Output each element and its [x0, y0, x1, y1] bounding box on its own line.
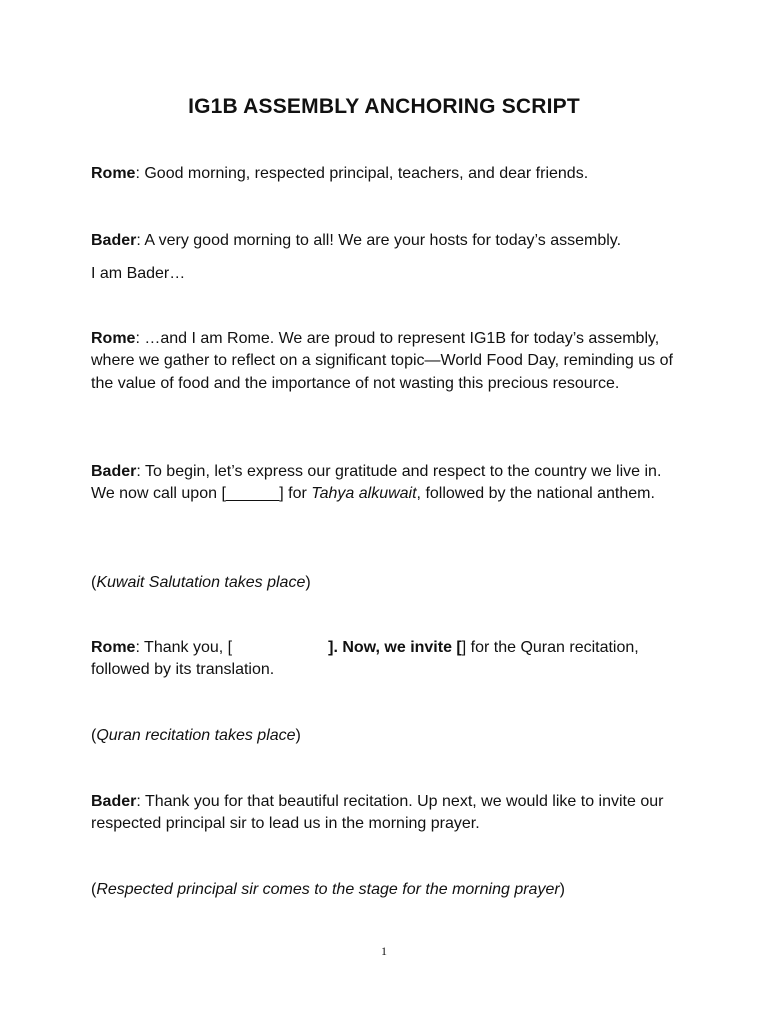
line-text: : A very good morning to all! We are your hosts for today’s assembly. — [136, 232, 622, 249]
line-text: , followed by the national anthem. — [416, 485, 655, 503]
stage-direction-text: Respected principal sir comes to the stage for the morning prayer — [96, 881, 560, 898]
script-line-rome-quran — [91, 637, 681, 682]
line-italic: Tahya alkuwait — [311, 485, 417, 503]
stage-direction-quran — [91, 725, 681, 747]
line-bold: ]. Now, we invite [ — [328, 639, 462, 656]
speaker-name: Rome — [91, 165, 136, 182]
line-text: : To begin, let’s express our gratitude and respect to the country we live in. We now call upon [______] for — [91, 463, 662, 503]
stage-direction-text: Quran recitation takes place — [96, 727, 296, 744]
speaker-name: Bader — [91, 793, 137, 810]
speaker-name: Rome — [91, 330, 136, 347]
paren-open: ( — [91, 574, 97, 591]
speaker-name: Bader — [91, 463, 137, 480]
script-line-bader-prayer — [91, 791, 681, 836]
page-number: 1 — [381, 944, 387, 958]
line-text: : Thank you, [ — [135, 639, 233, 656]
script-line-rome-greeting — [91, 163, 681, 185]
paren-open: ( — [91, 881, 97, 898]
line-text: ] for the Quran recitation, followed by its translation. — [91, 639, 639, 679]
script-line-rome-topic — [91, 328, 681, 395]
paren-close: ) — [559, 881, 565, 898]
paren-close: ) — [295, 727, 301, 744]
paren-open: ( — [91, 727, 97, 744]
document-title: IG1B ASSEMBLY ANCHORING SCRIPT — [188, 95, 580, 118]
line-text: I am Bader… — [91, 265, 186, 282]
line-text: : Thank you for that beautiful recitation. Up next, we would like to invite our respected principal sir to lead us in the morning prayer. — [91, 793, 664, 833]
stage-direction-prayer — [91, 879, 681, 901]
speaker-name: Bader — [91, 232, 137, 249]
script-line-bader-welcome — [91, 230, 681, 252]
stage-direction-salutation — [91, 572, 681, 594]
script-line-bader-anthem — [91, 461, 681, 506]
script-line-bader-intro — [91, 263, 681, 285]
line-text: : Good morning, respected principal, teachers, and dear friends. — [135, 165, 589, 182]
paren-close: ) — [305, 574, 311, 591]
stage-direction-text: Kuwait Salutation takes place — [96, 574, 306, 591]
line-text: : …and I am Rome. We are proud to represent IG1B for today’s assembly, where we gather to reflect on a significant topic—World Food Day, reminding us of the value of food and the importance of not wasting this precious resource. — [91, 330, 673, 392]
speaker-name: Rome — [91, 639, 136, 656]
